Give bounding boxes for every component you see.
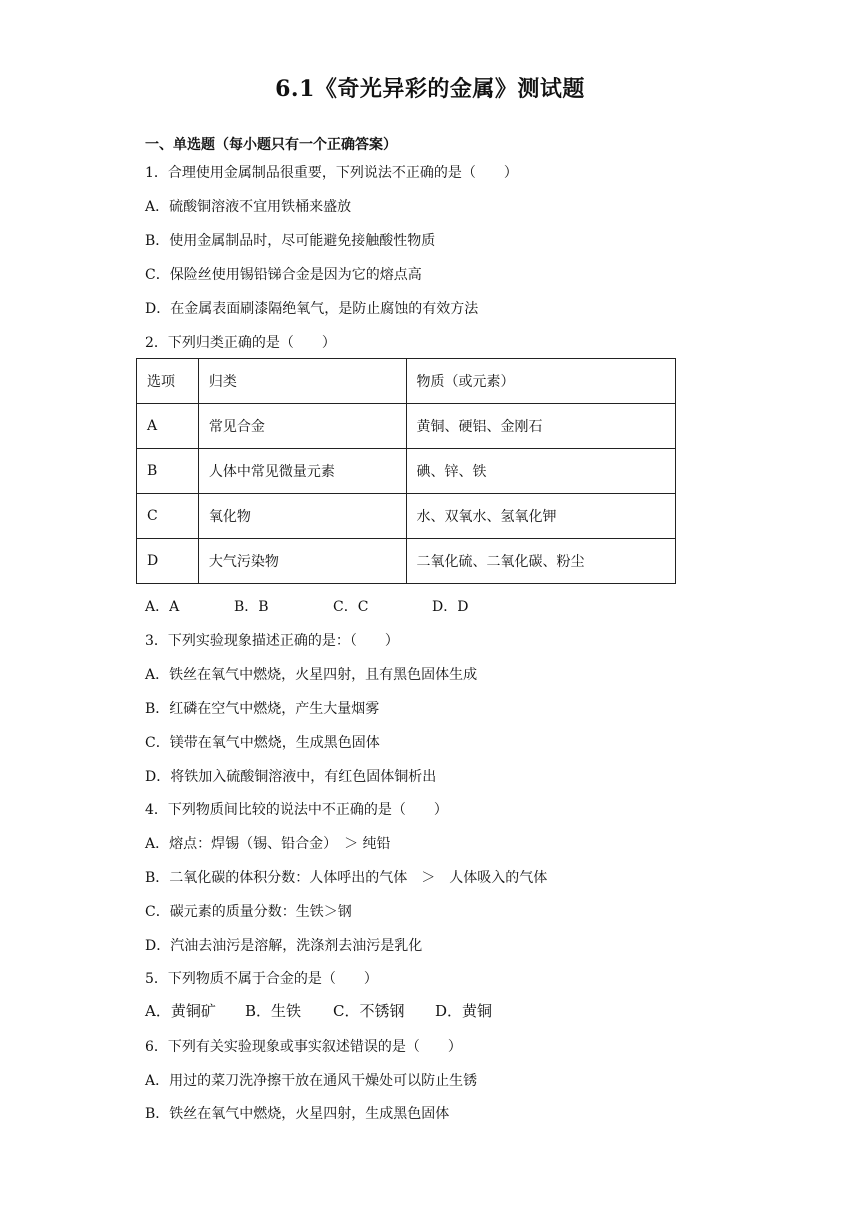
q4-option-d: D．汽油去油污是溶解，洗涤剂去油污是乳化 <box>145 938 423 954</box>
table-cell: D <box>137 539 199 584</box>
q4-option-b: B．二氧化碳的体积分数：人体呼出的气体 ＞ 人体吸入的气体 <box>145 870 548 886</box>
table-cell: 碘、锌、铁 <box>406 449 676 494</box>
table-cell: A <box>137 404 199 449</box>
q6-option-a: A．用过的菜刀洗净擦干放在通风干燥处可以防止生锈 <box>145 1073 478 1089</box>
q2-option-c: C．C <box>333 599 369 615</box>
table-header-cell: 归类 <box>198 359 406 404</box>
q5-option-a: A．黄铜矿 <box>145 1002 216 1020</box>
table-cell: 黄铜、硬铝、金刚石 <box>406 404 676 449</box>
q1-option-b: B．使用金属制品时，尽可能避免接触酸性物质 <box>145 233 436 249</box>
section-heading: 一、单选题（每小题只有一个正确答案） <box>145 137 397 153</box>
table-header-cell: 物质（或元素） <box>406 359 676 404</box>
table-row <box>137 539 676 584</box>
q2-table <box>136 358 676 584</box>
table-header-cell: 选项 <box>137 359 199 404</box>
table-row <box>137 404 676 449</box>
table-header-row <box>137 359 676 404</box>
q1-option-d: D．在金属表面刷漆隔绝氧气，是防止腐蚀的有效方法 <box>145 301 479 317</box>
q2-option-d: D．D <box>432 599 469 615</box>
table-cell: B <box>137 449 199 494</box>
table-row <box>137 449 676 494</box>
q1-stem: 1．合理使用金属制品很重要，下列说法不正确的是（ ） <box>145 165 518 181</box>
q4-stem: 4．下列物质间比较的说法中不正确的是（ ） <box>145 802 448 818</box>
q4-option-a: A．熔点：焊锡（锡、铅合金） ＞ 纯铅 <box>145 836 391 852</box>
table-cell: 常见合金 <box>198 404 406 449</box>
table-cell: 氧化物 <box>198 494 406 539</box>
table-row <box>137 494 676 539</box>
q3-option-d: D．将铁加入硫酸铜溶液中，有红色固体铜析出 <box>145 769 437 785</box>
table-cell: 二氧化硫、二氧化碳、粉尘 <box>406 539 676 584</box>
q5-option-d: D．黄铜 <box>435 1002 493 1020</box>
table-cell: 大气污染物 <box>198 539 406 584</box>
q6-option-b: B．铁丝在氧气中燃烧，火星四射，生成黑色固体 <box>145 1106 450 1122</box>
q1-option-c: C．保险丝使用锡铅锑合金是因为它的熔点高 <box>145 267 422 283</box>
table-cell: 人体中常见微量元素 <box>198 449 406 494</box>
q1-option-a: A．硫酸铜溶液不宜用铁桶来盛放 <box>145 199 352 215</box>
q3-option-c: C．镁带在氧气中燃烧，生成黑色固体 <box>145 735 380 751</box>
q3-stem: 3．下列实验现象描述正确的是：（ ） <box>145 633 399 649</box>
q3-option-b: B．红磷在空气中燃烧，产生大量烟雾 <box>145 701 380 717</box>
table-cell: 水、双氧水、氢氧化钾 <box>406 494 676 539</box>
q5-stem: 5．下列物质不属于合金的是（ ） <box>145 971 378 987</box>
q2-option-a: A．A <box>145 599 180 615</box>
q5-option-b: B．生铁 <box>245 1002 302 1020</box>
table-cell: C <box>137 494 199 539</box>
page-title: 6.1《奇光异彩的金属》测试题 <box>275 76 585 102</box>
q3-option-a: A．铁丝在氧气中燃烧，火星四射，且有黑色固体生成 <box>145 667 478 683</box>
q6-stem: 6．下列有关实验现象或事实叙述错误的是（ ） <box>145 1039 462 1055</box>
q5-option-c: C．不锈钢 <box>333 1002 405 1020</box>
q2-option-b: B．B <box>234 599 269 615</box>
q4-option-c: C．碳元素的质量分数：生铁＞钢 <box>145 904 352 920</box>
q2-stem: 2．下列归类正确的是（ ） <box>145 335 336 351</box>
